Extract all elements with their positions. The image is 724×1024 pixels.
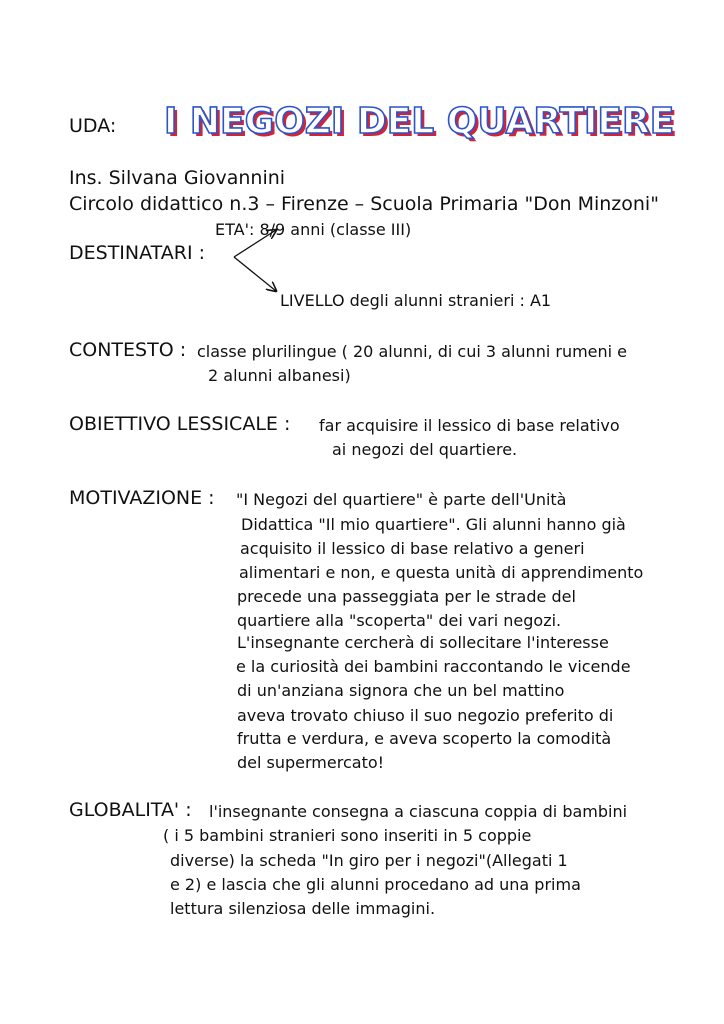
uda-label: UDA: [69, 115, 117, 137]
motivazione-line: L'insegnante cercherà di sollecitare l'interesse [237, 633, 609, 652]
globalita-line: e 2) e lascia che gli alunni procedano ad una prima [170, 875, 581, 894]
motivazione-line: del supermercato! [237, 753, 385, 772]
obiettivo-line-1: far acquisire il lessico di base relativo [319, 416, 620, 435]
obiettivo-line-2: ai negozi del quartiere. [332, 440, 518, 459]
contesto-line-1: classe plurilingue ( 20 alunni, di cui 3 alunni rumeni e [197, 342, 628, 361]
motivazione-line: di un'anziana signora che un bel mattino [237, 681, 565, 700]
globalita-line: lettura silenziosa delle immagini. [170, 899, 436, 918]
globalita-line: l'insegnante consegna a ciascuna coppia di bambini [209, 802, 628, 821]
document-title: I NEGOZI DEL QUARTIERE [164, 101, 675, 142]
motivazione-line: alimentari e non, e questa unità di apprendimento [239, 563, 644, 582]
motivazione-line: quartiere alla "scoperta" dei vari negozi. [237, 611, 562, 630]
school-name: Circolo didattico n.3 – Firenze – Scuola Primaria "Don Minzoni" [69, 193, 659, 215]
globalita-line: diverse) la scheda "In giro per i negozi"(Allegati 1 [170, 851, 568, 870]
destinatari-label: DESTINATARI : [69, 242, 206, 264]
destinatari-eta: ETA': 8/9 anni (classe III) [215, 220, 412, 239]
motivazione-label: MOTIVAZIONE : [69, 487, 215, 509]
motivazione-line: Didattica "Il mio quartiere". Gli alunni hanno già [241, 515, 626, 534]
globalita-line: ( i 5 bambini stranieri sono inseriti in 5 coppie [163, 826, 532, 845]
motivazione-line: aveva trovato chiuso il suo negozio preferito di [237, 706, 614, 725]
motivazione-line: frutta e verdura, e aveva scoperto la comodità [237, 729, 612, 748]
motivazione-line: precede una passeggiata per le strade del [237, 587, 576, 606]
arrow-up [234, 230, 276, 257]
globalita-label: GLOBALITA' : [69, 799, 192, 821]
teacher-name: Ins. Silvana Giovannini [69, 167, 286, 189]
contesto-label: CONTESTO : [69, 339, 187, 361]
obiettivo-label: OBIETTIVO LESSICALE : [69, 413, 291, 435]
motivazione-line: e la curiosità dei bambini raccontando le vicende [236, 657, 631, 676]
motivazione-line: "I Negozi del quartiere" è parte dell'Unità [236, 490, 567, 509]
arrow-down [234, 257, 276, 291]
contesto-line-2: 2 alunni albanesi) [208, 366, 351, 385]
motivazione-line: acquisito il lessico di base relativo a generi [240, 539, 585, 558]
destinatari-livello: LIVELLO degli alunni stranieri : A1 [280, 291, 552, 310]
